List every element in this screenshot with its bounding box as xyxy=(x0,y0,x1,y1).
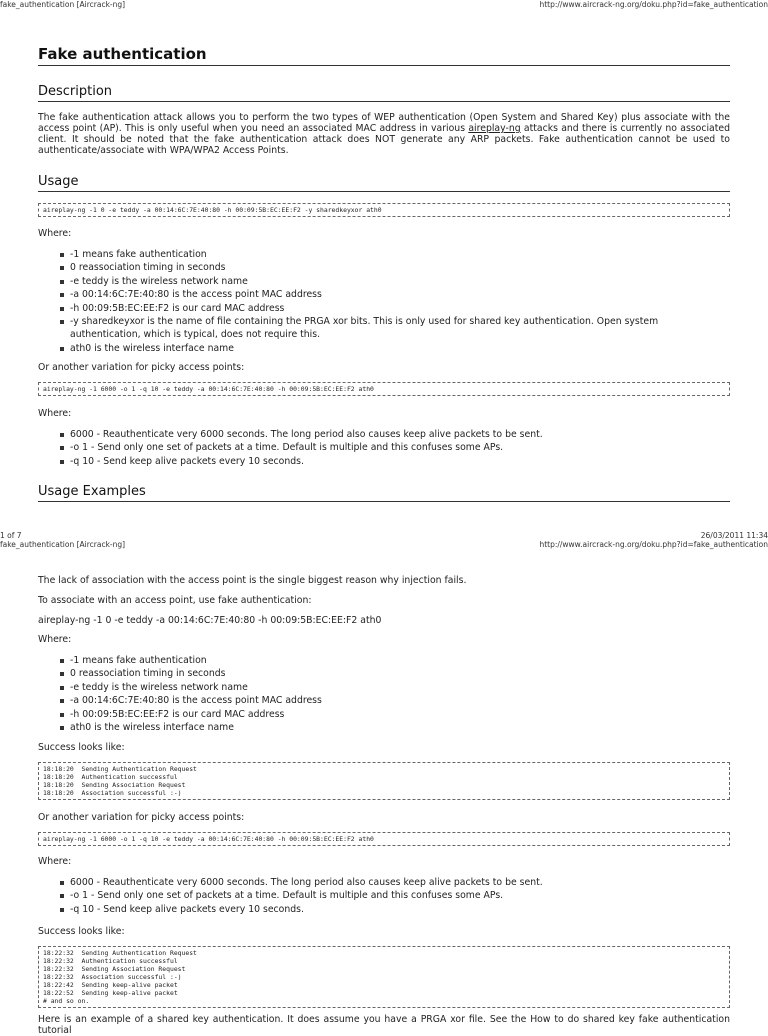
success-label: Success looks like: xyxy=(38,926,125,937)
list-item: -q 10 - Send keep alive packets every 10 seconds. xyxy=(38,903,730,916)
list-item: -e teddy is the wireless network name xyxy=(38,681,730,694)
where-label: Where: xyxy=(38,228,72,239)
usage-examples-heading-block xyxy=(38,484,730,502)
list-item: -1 means fake authentication xyxy=(38,248,730,261)
list-item: -y sharedkeyxor is the name of file containing the PRGA xor bits. This is only used for shared key authentication. Open system authentication, which is typical, does not require this. xyxy=(38,315,730,342)
injection-note: The lack of association with the access point is the single biggest reason why injection fails. xyxy=(38,575,467,586)
variation-parameter-list xyxy=(38,428,730,468)
usage-code-block: aireplay-ng -1 0 -e teddy -a 00:14:6C:7E:40:80 -h 00:09:5B:EC:EE:F2 -y sharedkeyxor ath0 xyxy=(38,203,730,217)
where-label: Where: xyxy=(38,856,72,867)
usage-parameter-list xyxy=(38,248,730,355)
description-text-part1: The fake authentication attack allows you to perform the two types of WEP authentication (Open System and Shared Key) plus associate with the access point (AP). This is only useful when you need an associated MAC address in various xyxy=(38,112,730,134)
variation-parameter-list xyxy=(38,876,730,916)
page-header-title: fake_authentication [Aircrack-ng] xyxy=(0,540,126,549)
variation-text: Or another variation for picky access points: xyxy=(38,812,245,823)
description-heading-block xyxy=(38,84,730,102)
list-item: -q 10 - Send keep alive packets every 10 seconds. xyxy=(38,455,730,468)
page-header-url: http://www.aircrack-ng.org/doku.php?id=fake_authentication xyxy=(539,0,768,9)
where-label: Where: xyxy=(38,408,72,419)
usage-heading: Usage xyxy=(38,174,730,192)
variation-text: Or another variation for picky access points: xyxy=(38,362,245,373)
page-header-title: fake_authentication [Aircrack-ng] xyxy=(0,0,126,9)
usage-heading-block xyxy=(38,174,730,192)
list-item: 0 reassociation timing in seconds xyxy=(38,667,730,680)
associate-intro: To associate with an access point, use fake authentication: xyxy=(38,595,312,606)
success-output-block: 18:18:20 Sending Authentication Request 18:18:20 Authentication successful 18:18:20 Sending Association Request 18:18:20 Association successful :-) xyxy=(38,762,730,800)
description-heading: Description xyxy=(38,84,730,102)
list-item: -a 00:14:6C:7E:40:80 is the access point MAC address xyxy=(38,288,730,301)
usage-examples-heading: Usage Examples xyxy=(38,484,730,502)
where-label: Where: xyxy=(38,634,72,645)
list-item: ath0 is the wireless interface name xyxy=(38,342,730,355)
list-item: 6000 - Reauthenticate very 6000 seconds. The long period also causes keep alive packets to be sent. xyxy=(38,428,730,441)
page-title: Fake authentication xyxy=(38,45,730,66)
associate-command: aireplay-ng -1 0 -e teddy -a 00:14:6C:7E:40:80 -h 00:09:5B:EC:EE:F2 ath0 xyxy=(38,615,382,626)
list-item: -o 1 - Send only one set of packets at a time. Default is multiple and this confuses some APs. xyxy=(38,441,730,454)
keepalive-output-block: 18:22:32 Sending Authentication Request 18:22:32 Authentication successful 18:22:32 Sending Association Request 18:22:32 Association successful :-) 18:22:42 Sending keep-alive packet 18:22:52 Sending keep-alive packet # and so on. xyxy=(38,946,730,1008)
list-item: 6000 - Reauthenticate very 6000 seconds. The long period also causes keep alive packets to be sent. xyxy=(38,876,730,889)
command-parameter-list xyxy=(38,654,730,734)
aireplay-ng-link[interactable]: aireplay-ng xyxy=(468,123,521,134)
shared-key-intro: Here is an example of a shared key authentication. It does assume you have a PRGA xor file. See the How to do shared key fake authentication tutorial xyxy=(38,1014,730,1036)
page-header-url: http://www.aircrack-ng.org/doku.php?id=fake_authentication xyxy=(539,540,768,549)
variation-code-block: aireplay-ng -1 6000 -o 1 -q 10 -e teddy -a 00:14:6C:7E:40:80 -h 00:09:5B:EC:EE:F2 ath0 xyxy=(38,382,730,396)
page-footer-count: 1 of 7 xyxy=(0,531,22,540)
list-item: -1 means fake authentication xyxy=(38,654,730,667)
list-item: -h 00:09:5B:EC:EE:F2 is our card MAC address xyxy=(38,302,730,315)
list-item: -a 00:14:6C:7E:40:80 is the access point MAC address xyxy=(38,694,730,707)
description-paragraph xyxy=(38,112,730,156)
description-text-part2: attacks and there is currently no associated client. It should be noted that the fake authentication attack does NOT generate any ARP packets. Fake authentication cannot be used to authenticate/associate with WPA/WPA2 Access Points. xyxy=(38,123,730,156)
list-item: -o 1 - Send only one set of packets at a time. Default is multiple and this confuses some APs. xyxy=(38,889,730,902)
list-item: 0 reassociation timing in seconds xyxy=(38,261,730,274)
page-footer-date: 26/03/2011 11:34 xyxy=(700,531,768,540)
list-item: -e teddy is the wireless network name xyxy=(38,275,730,288)
success-label: Success looks like: xyxy=(38,742,125,753)
variation-code-block: aireplay-ng -1 6000 -o 1 -q 10 -e teddy -a 00:14:6C:7E:40:80 -h 00:09:5B:EC:EE:F2 ath0 xyxy=(38,832,730,846)
list-item: ath0 is the wireless interface name xyxy=(38,721,730,734)
list-item: -h 00:09:5B:EC:EE:F2 is our card MAC address xyxy=(38,708,730,721)
page-title-block xyxy=(38,45,730,66)
